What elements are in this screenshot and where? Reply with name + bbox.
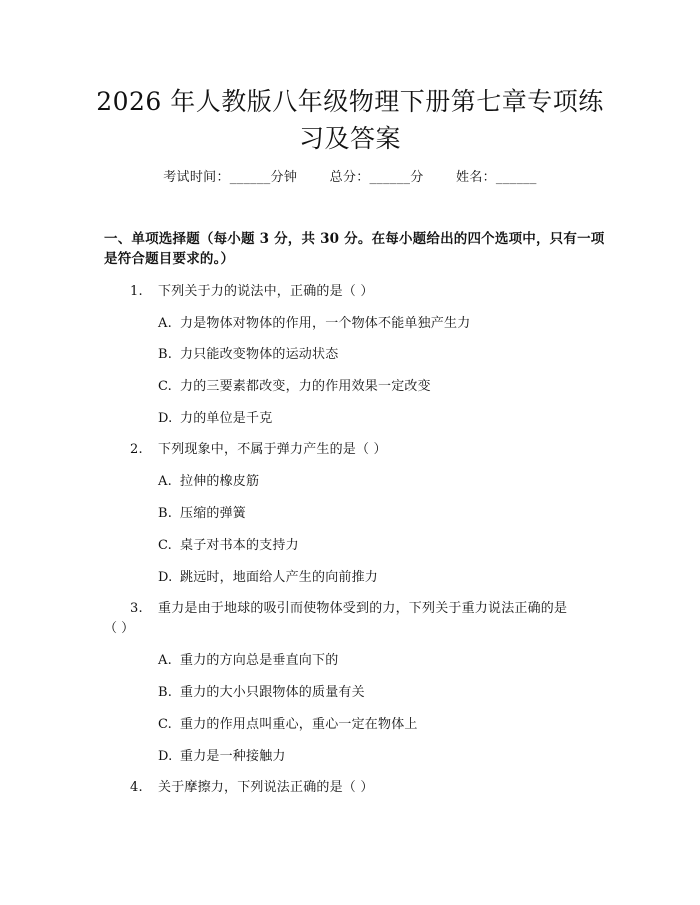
question-text: 重力是由于地球的吸引而使物体受到的力，下列关于重力说法正确的是 xyxy=(158,601,568,616)
question-2 xyxy=(130,440,600,460)
question-4 xyxy=(130,778,600,798)
option-text: 重力是一种接触力 xyxy=(180,749,286,764)
question-text: 关于摩擦力，下列说法正确的是（ ） xyxy=(158,780,374,795)
question-number: 1. xyxy=(130,284,143,299)
q2-option-c xyxy=(158,536,598,556)
q1-option-c xyxy=(158,377,598,397)
question-number: 2. xyxy=(130,442,143,457)
q3-option-d xyxy=(158,747,598,767)
section-header-line1: 一、单项选择题（每小题 3 分，共 30 分。在每小题给出的四个选项中，只有一项 xyxy=(104,231,605,247)
option-text: 压缩的弹簧 xyxy=(180,506,247,521)
q1-option-d xyxy=(158,409,598,429)
question-text: 下列关于力的说法中，正确的是（ ） xyxy=(158,284,374,299)
page-title-line2: 习及答案 xyxy=(298,124,401,153)
page-title-line1: 2026 年人教版八年级物理下册第七章专项练 xyxy=(96,87,604,116)
option-text: 跳远时，地面给人产生的向前推力 xyxy=(180,570,379,585)
exam-time-field: 考试时间：______分钟 xyxy=(163,170,298,185)
option-letter: D. xyxy=(158,749,173,764)
option-text: 力的三要素都改变，力的作用效果一定改变 xyxy=(180,379,431,394)
option-letter: C. xyxy=(158,379,173,394)
option-text: 重力的作用点叫重心，重心一定在物体上 xyxy=(180,717,418,732)
option-letter: B. xyxy=(158,506,173,521)
option-text: 拉伸的橡皮筋 xyxy=(180,474,260,489)
total-score-field: 总分：______分 xyxy=(329,170,424,185)
question-text: 下列现象中，不属于弹力产生的是（ ） xyxy=(158,442,387,457)
option-text: 桌子对书本的支持力 xyxy=(180,538,299,553)
q1-option-a xyxy=(158,314,598,334)
q3-option-c xyxy=(158,715,598,735)
option-text: 力只能改变物体的运动状态 xyxy=(180,347,339,362)
question-1 xyxy=(130,282,600,302)
option-letter: B. xyxy=(158,347,173,362)
option-text: 重力的方向总是垂直向下的 xyxy=(180,653,339,668)
option-letter: A. xyxy=(158,653,172,668)
option-letter: D. xyxy=(158,411,173,426)
option-text: 力是物体对物体的作用，一个物体不能单独产生力 xyxy=(180,316,471,331)
q3-option-b xyxy=(158,683,598,703)
option-letter: C. xyxy=(158,717,173,732)
option-letter: A. xyxy=(158,316,172,331)
q2-option-d xyxy=(158,568,598,588)
option-letter: A. xyxy=(158,474,172,489)
question-number: 4. xyxy=(130,780,143,795)
student-name-field: 姓名：______ xyxy=(456,170,537,185)
option-letter: C. xyxy=(158,538,173,553)
question-3-continuation: （ ） xyxy=(104,621,135,636)
option-text: 重力的大小只跟物体的质量有关 xyxy=(180,685,365,700)
option-text: 力的单位是千克 xyxy=(180,411,273,426)
q3-option-a xyxy=(158,651,598,671)
q2-option-a xyxy=(158,472,598,492)
exam-info-row xyxy=(0,168,700,188)
option-letter: B. xyxy=(158,685,173,700)
question-3 xyxy=(130,599,600,619)
option-letter: D. xyxy=(158,570,173,585)
q1-option-b xyxy=(158,345,598,365)
question-number: 3. xyxy=(130,601,143,616)
q2-option-b xyxy=(158,504,598,524)
section-header-line2: 是符合题目要求的。） xyxy=(104,251,235,267)
